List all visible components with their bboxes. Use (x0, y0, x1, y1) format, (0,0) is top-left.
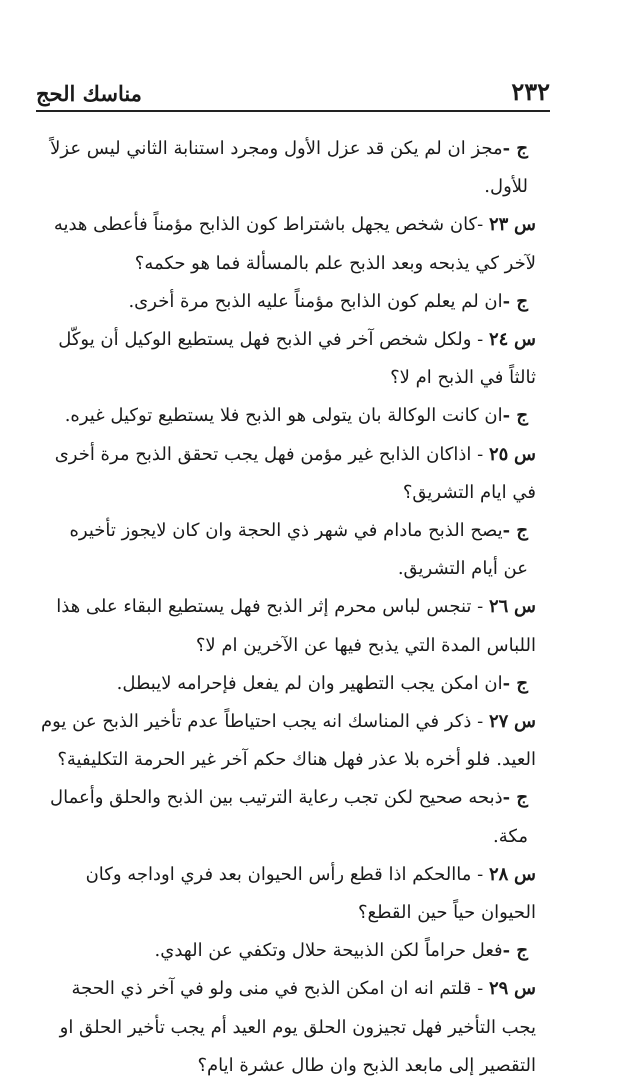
answer-text: يصح الذبح مادام في شهر ذي الحجة وان كان لايجوز تأخيره عن أيام التشريق. (69, 520, 528, 580)
question-marker: س (514, 329, 536, 351)
running-head (36, 72, 550, 106)
question-number: ٢٣ (488, 214, 509, 236)
answer-text: ذبحه صحيح لكن تجب رعاية الترتيب بين الذبح والحلق وأعمال مكة. (50, 787, 528, 847)
question-number: ٢٥ (488, 443, 509, 465)
question-number: ٢٤ (488, 329, 509, 351)
answer-paragraph (40, 283, 550, 321)
answer-text: ان لم يعلم كون الذابح مؤمناً عليه الذبح مرة أخرى. (128, 290, 503, 312)
question-paragraph (40, 970, 550, 1085)
question-paragraph (40, 588, 550, 664)
answer-paragraph (40, 932, 550, 970)
question-marker: س (514, 443, 536, 465)
question-paragraph (40, 206, 550, 282)
question-marker: س (514, 596, 536, 618)
question-paragraph (40, 436, 550, 512)
answer-text: فعل حراماً لكن الذبيحة حلال وتكفي عن الهدي. (154, 940, 503, 962)
question-number: ٢٨ (488, 863, 509, 885)
answer-marker: ج - (502, 672, 528, 694)
answer-paragraph (40, 779, 550, 855)
question-text: -كان شخص يجهل باشتراط كون الذابح مؤمناً فأعطى هديه لآخر كي يذبحه وبعد الذبح علم بالمسألة فما هو حكمه؟ (53, 214, 536, 274)
question-text: - قلتم انه ان امكن الذبح في منى ولو في آخر ذي الحجة يجب التأخير فهل تجيزون الحلق يوم العيد أم يجب تأخير الحلق او التقصير إلى مابعد الذبح وان طال عشرة ايام؟ (59, 978, 536, 1076)
question-text: - ولكل شخص آخر في الذبح فهل يستطيع الوكيل أن يوكّل ثالثاً في الذبح ام لا؟ (58, 329, 536, 389)
question-text: - اذاكان الذابح غير مؤمن فهل يجب تحقق الذبح مرة أخرى في ايام التشريق؟ (54, 443, 536, 503)
question-paragraph (40, 856, 550, 932)
answer-marker: ج - (502, 787, 528, 809)
question-paragraph (40, 321, 550, 397)
question-text: - ماالحكم اذا قطع رأس الحيوان بعد فري اوداجه وكان الحيوان حياً حين القطع؟ (85, 863, 536, 924)
answer-marker: ج - (502, 520, 528, 542)
question-marker: س (514, 978, 536, 1000)
running-title: مناسك الحج (36, 81, 142, 106)
question-marker: س (514, 711, 536, 733)
question-number: ٢٩ (488, 978, 509, 1000)
answer-text: مجز ان لم يكن قد عزل الأول ومجرد استنابة الثاني ليس عزلاً للأول. (50, 138, 528, 198)
answer-text: ان كانت الوكالة بان يتولى هو الذبح فلا يستطيع توكيل غيره. (64, 405, 503, 427)
question-marker: س (514, 863, 536, 885)
answer-marker: ج - (502, 405, 528, 427)
question-marker: س (514, 214, 536, 236)
answer-paragraph (40, 397, 550, 435)
header-rule (36, 110, 550, 112)
answer-marker: ج - (502, 138, 528, 159)
body-text (40, 130, 550, 1085)
question-number: ٢٦ (488, 596, 509, 618)
answer-paragraph (40, 512, 550, 588)
page-number: ٢٣٢ (511, 77, 550, 106)
answer-marker: ج - (502, 940, 528, 962)
answer-paragraph (40, 130, 550, 206)
question-paragraph (40, 703, 550, 779)
question-text: - ذكر في المناسك انه يجب احتياطاً عدم تأخير الذبح عن يوم العيد. فلو أخره بلا عذر فهل هناك حكم آخر غير الحرمة التكليفية؟ (40, 711, 536, 771)
answer-paragraph (40, 665, 550, 703)
question-number: ٢٧ (488, 711, 509, 733)
question-text: - تنجس لباس محرم إثر الذبح فهل يستطيع البقاء على هذا اللباس المدة التي يذبح فيها عن الآخرين ام لا؟ (56, 596, 536, 656)
answer-text: ان امكن يجب التطهير وان لم يفعل فإحرامه لايبطل. (116, 672, 503, 694)
answer-marker: ج - (502, 290, 528, 312)
